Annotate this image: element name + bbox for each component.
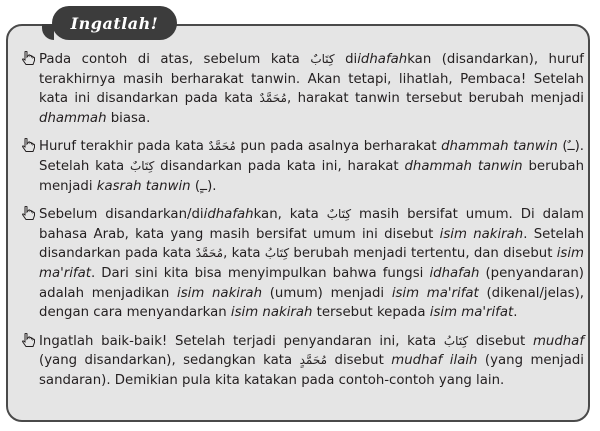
- arabic-word: كِتَابٌ: [310, 52, 335, 66]
- note-title: Ingatlah!: [52, 6, 177, 40]
- paragraph-3: [22, 205, 584, 323]
- term: mudhaf: [532, 333, 585, 349]
- term: isim ma'rifat: [39, 246, 584, 281]
- text: Ingatlah baik-baik! Setelah terjadi penyandaran ini, kata: [39, 333, 444, 349]
- text: disebut: [468, 333, 533, 349]
- text: Pada contoh di atas, sebelum kata: [39, 52, 311, 67]
- text: (: [557, 139, 568, 155]
- arabic-word: كِتَابٌ: [130, 158, 155, 173]
- text: (penyandaran) adalah menjadikan: [39, 265, 584, 301]
- hand-pointing-icon: [22, 206, 36, 222]
- arabic-word: كِتَابُ: [264, 246, 290, 261]
- arabic-mark: ــٌ: [567, 139, 575, 154]
- term: idhafah: [357, 52, 408, 67]
- arabic-word: مُحَمَّدٌ: [259, 91, 287, 106]
- term: idhafah: [429, 265, 480, 281]
- text: (yang disandarkan), sedangkan kata: [39, 353, 300, 369]
- term: isim nakirah: [177, 285, 263, 301]
- text: disebut: [327, 353, 392, 369]
- text: pun pada asalnya berharakat: [235, 139, 442, 155]
- term: isim ma'rifat: [429, 305, 514, 321]
- text: kan, kata: [253, 207, 327, 223]
- text: disandarkan pada kata ini, harakat: [154, 158, 405, 174]
- note-content: [22, 50, 584, 400]
- text: berubah menjadi tertentu, dan disebut: [289, 246, 557, 262]
- text: , kata: [223, 246, 265, 262]
- term: dhammah tanwin: [441, 139, 558, 155]
- text: kan (disandarkan), huruf terakhirnya masih berharakat tanwin. Akan tetapi, lihatlah, Pembaca! Setelah kata ini disandarkan pada kata: [39, 52, 584, 107]
- hand-pointing-icon: [22, 333, 36, 349]
- text: (: [190, 178, 201, 194]
- text: di: [334, 52, 358, 67]
- arabic-word: مُحَمَّدٍ: [299, 353, 328, 368]
- text: ). Setelah kata: [39, 139, 584, 174]
- term: isim nakirah: [230, 305, 313, 321]
- hand-pointing-icon: [22, 138, 36, 154]
- paragraph-4: [22, 332, 584, 391]
- term: kasrah tanwin: [96, 178, 191, 194]
- text: masih bersifat umum. Di dalam bahasa Arab, kata yang masih bersifat umum ini disebut: [39, 207, 585, 242]
- term: mudhaf ilaih: [391, 353, 478, 369]
- arabic-word: كِتَابُ: [443, 333, 469, 348]
- term: dhammah: [39, 110, 107, 126]
- text: . Setelah disandarkan pada kata: [39, 226, 584, 262]
- term: dhammah tanwin: [404, 158, 523, 174]
- arabic-word: مُحَمَّدٌ: [208, 139, 236, 154]
- text: (umum) menjadi: [262, 285, 392, 301]
- arabic-word: مُحَمَّدٌ: [195, 246, 224, 261]
- term: isim nakirah: [439, 226, 524, 242]
- paragraph-1: [22, 50, 584, 128]
- text: berubah menjadi: [39, 158, 585, 194]
- text: (dikenal/jelas), dengan cara menyandarkan: [39, 285, 584, 321]
- text: .: [513, 305, 518, 321]
- arabic-mark: ــٍ: [200, 178, 208, 193]
- term: isim ma'rifat: [391, 285, 479, 301]
- text: Sebelum disandarkan/di: [39, 207, 204, 223]
- text: . Dari sini kita bisa menyimpulkan bahwa fungsi: [90, 265, 430, 281]
- text: , harakat tanwin tersebut berubah menjadi: [286, 91, 584, 107]
- hand-pointing-icon: [22, 51, 36, 67]
- text: tersebut kepada: [312, 305, 430, 321]
- text: ).: [207, 178, 217, 194]
- arabic-word: كِتَابٌ: [326, 207, 352, 222]
- text: Huruf terakhir pada kata: [39, 139, 209, 155]
- term: idhafah: [203, 207, 254, 223]
- paragraph-2: [22, 137, 584, 196]
- text: (yang menjadi sandaran). Demikian pula kita katakan pada contoh-contoh yang lain.: [39, 353, 585, 388]
- text: biasa.: [106, 110, 151, 126]
